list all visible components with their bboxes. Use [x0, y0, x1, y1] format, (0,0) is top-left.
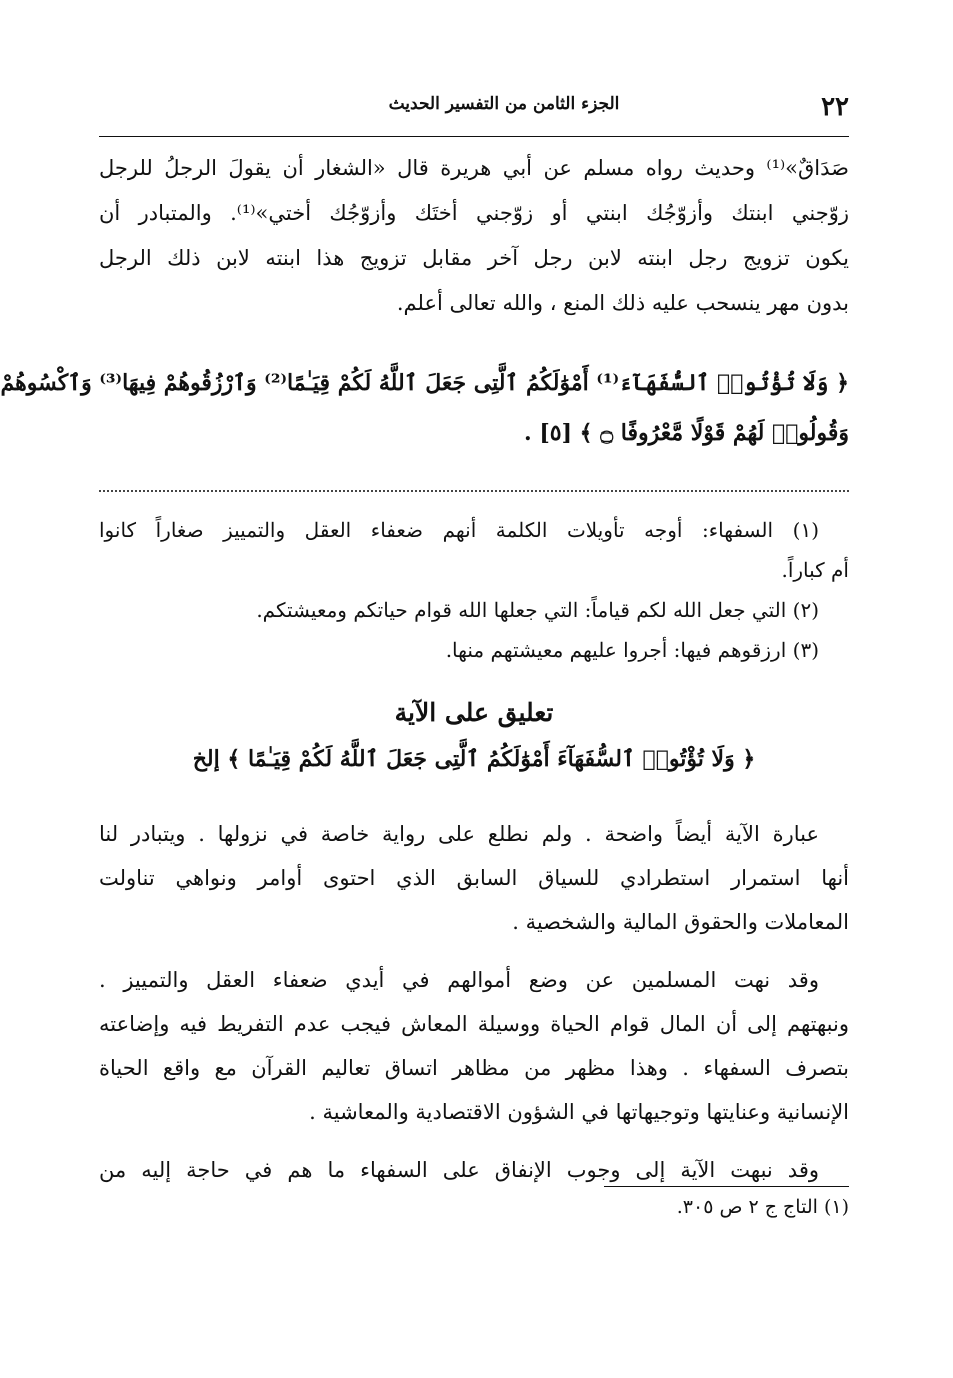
dotted-separator	[99, 490, 849, 492]
page-number: ٢٢	[821, 92, 849, 122]
page-header	[99, 86, 849, 137]
glossary-entry-continuation: أم كباراً.	[781, 558, 849, 582]
text-line: المعاملات والحقوق المالية والشخصية .	[512, 910, 849, 934]
text-line: أنها استمرار استطرادي للسياق السابق الذي احتوى أوامر ونواهي تناولت	[99, 866, 849, 890]
text-line: وقد نبهت الآية إلى وجوب الإنفاق على السفهاء ما هم في حاجة إليه من	[99, 1158, 819, 1182]
quran-verse	[0, 358, 849, 458]
glossary	[99, 510, 849, 670]
commentary-body	[99, 812, 849, 1192]
commentary-verse-reference: ﴿ وَلَا تُؤْتُوا۟ ٱلسُّفَهَآءَ أَمْوَٰلَكُمُ ٱلَّتِى جَعَلَ ٱللَّهُ لَكُمْ قِيَـٰمًا ﴾ إلخ	[192, 746, 756, 772]
text-line: الإنسانية وعنايتها وتوجيهاتها في الشؤون الاقتصادية والمعاشية .	[309, 1100, 849, 1124]
text-line: ونبهتهم إلى أن المال قوام الحياة ووسيلة المعاش فيجب عدم التفريط فيه وإضاعته	[99, 1012, 849, 1036]
glossary-entry: (١) السفهاء: أوجه تأويلات الكلمة أنهم ضعفاء العقل والتمييز صغاراً كانوا	[99, 518, 819, 542]
verse-line: وَقُولُوا۟ لَهُمْ قَوْلًا مَّعْرُوفًا ۝ ﴾ [٥] .	[524, 420, 849, 446]
text-line: زوّجني ابنتك وأزوّجُك ابنتي أو زوّجني أختَك وأزوّجُك أختي»⁽¹⁾. والمتبادر أن	[99, 201, 849, 225]
text-line: عبارة الآية أيضاً واضحة . ولم نطلع على رواية خاصة في نزولها . ويتبادر لنا	[99, 822, 819, 846]
running-title: الجزء الثامن من التفسير الحديث	[388, 94, 620, 114]
footnote: (١) التاج ج ٢ ص ٣٠٥.	[676, 1196, 849, 1218]
text-line: يكون تزويج رجل ابنته لابن رجل آخر مقابل تزويج هذا ابنته لابن ذلك الرجل	[99, 246, 849, 270]
glossary-entry: (٣) ارزقوهم فيها: أجروا عليهم معيشتهم منها.	[445, 638, 819, 662]
verse-line: ﴿ وَلَا تُؤْتُوا۟ ٱلسُّفَهَآءَ⁽¹⁾ أَمْوَٰلَكُمُ ٱلَّتِى جَعَلَ ٱللَّهُ لَكُمْ قِيَـٰمًا⁽²⁾ وَٱرْزُقُوهُمْ فِيهَا⁽³⁾ وَٱكْسُوهُمْ	[0, 370, 849, 396]
glossary-entry: (٢) التي جعل الله لكم قياماً: التي جعلها الله قوام حياتكم ومعيشتكم.	[256, 598, 819, 622]
text-line: بتصرف السفهاء . وهذا مظهر من مظاهر اتساق تعاليم القرآن مع واقع الحياة	[99, 1056, 849, 1080]
footnote-rule	[604, 1186, 849, 1187]
text-line: بدون مهر ينسحب عليه ذلك المنع ، والله تعالى أعلم.	[396, 291, 849, 315]
text-line: وقد نهت المسلمين عن وضع أموالهم في أيدي ضعفاء العقل والتمييز .	[99, 968, 819, 992]
opening-paragraph	[99, 146, 849, 326]
section-heading: تعليق على الآية	[394, 698, 554, 727]
text-line: صَدَاقٌ»⁽¹⁾ وحديث رواه مسلم عن أبي هريرة قال «الشغار أن يقولَ الرجلُ للرجل	[99, 156, 849, 180]
